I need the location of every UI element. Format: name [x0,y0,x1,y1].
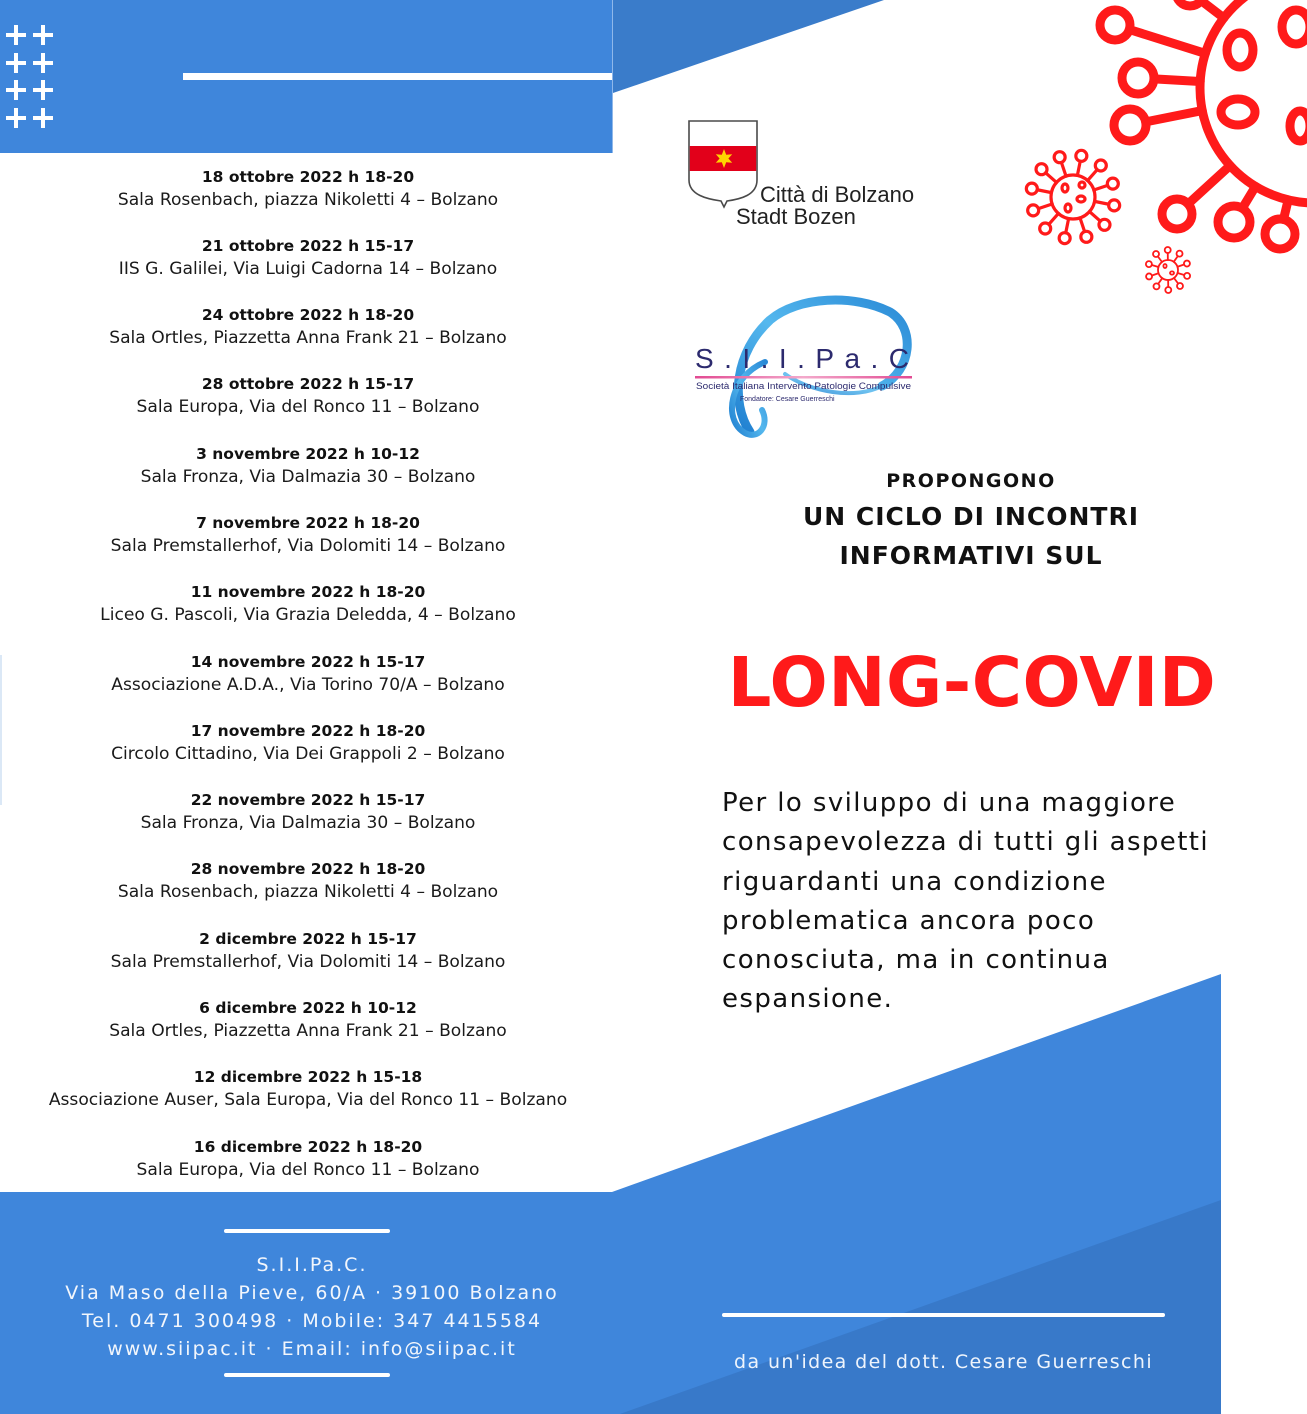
schedule-entry [0,443,616,512]
virus-dot [1221,99,1255,125]
event-date: 14 novembre 2022 h 15-17 [190,652,426,671]
event-place: Sala Ortles, Piazzetta Anna Frank 21 – Bolzano [109,328,507,349]
virus-dot [1290,111,1307,141]
headline-informative: INFORMATIVI SUL [839,541,1103,570]
schedule-entry [0,928,616,997]
virus-spike-knob [1153,251,1159,257]
virus-dot [1170,271,1174,274]
plus-icon [6,80,26,100]
schedule-entry [0,512,616,581]
schedule-entry [0,235,616,304]
description-line: riguardanti una condizione [722,866,1107,897]
schedule-entry [0,1136,616,1205]
virus-spike-knob [1028,205,1039,216]
schedule-entry [0,858,616,927]
event-date: 28 ottobre 2022 h 15-17 [201,375,415,394]
virus-spike-knob [1184,261,1190,267]
event-place: IIS G. Galilei, Via Luigi Cadorna 14 – Bolzano [118,258,498,279]
virus-spike-knob [1059,233,1070,244]
virus-icon [1026,150,1119,243]
plus-icon [6,53,26,73]
event-place: Sala Premstallerhof, Via Dolomiti 14 – Bolzano [110,951,506,972]
siipac-full-name: Società Italiana Intervento Patologie Compulsive [696,381,911,392]
virus-icon [1100,0,1307,249]
headline-propose: PROPONGONO [886,470,1056,492]
top-right-triangle [613,0,884,93]
virus-spike-knob [1176,0,1204,6]
contact-web-email: www.siipac.it · Email: info@siipac.it [107,1338,517,1360]
contact-phones: Tel. 0471 300498 · Mobile: 347 4415584 [81,1310,543,1332]
virus-spike-knob [1165,287,1171,293]
schedule-entry [0,1066,616,1135]
virus-spike [1188,166,1230,204]
bolzano-crest-icon [686,118,762,210]
event-place: Associazione Auser, Sala Europa, Via del Ronco 11 – Bolzano [48,1090,568,1111]
virus-spike-knob [1040,223,1051,234]
event-date: 11 novembre 2022 h 18-20 [190,583,426,602]
page-title: LONG-COVID [727,643,1217,723]
contact-rule-bottom [224,1373,390,1377]
top-rule [183,73,612,80]
siipac-founder: Fondatore: Cesare Guerreschi [740,396,835,403]
event-schedule [0,166,616,1205]
contact-address: Via Maso della Pieve, 60/A · 39100 Bolzano [65,1282,559,1304]
virus-spike [1046,173,1057,183]
virus-spike [1152,273,1159,275]
city-name-german: Stadt Bozen [736,204,856,229]
event-date: 3 novembre 2022 h 10-12 [196,444,420,463]
virus-spike-knob [1218,206,1250,238]
event-place: Liceo G. Pascoli, Via Grazia Deledda, 4 – Bolzano [100,605,516,626]
event-place: Sala Fronza, Via Dalmazia 30 – Bolzano [140,813,476,834]
event-date: 7 novembre 2022 h 18-20 [196,513,420,532]
virus-spike-knob [1153,283,1159,289]
virus-dot [1077,196,1085,202]
virus-spike [1129,30,1205,54]
event-place: Associazione A.D.A., Via Torino 70/A – Bolzano [111,674,505,695]
virus-spike [1174,278,1178,284]
virus-dot [1163,264,1166,268]
virus-spike-knob [1146,261,1152,267]
plus-icon [6,108,26,128]
schedule-entry [0,581,616,650]
virus-spike-knob [1026,183,1037,194]
event-date: 18 ottobre 2022 h 18-20 [201,167,415,186]
siipac-logo [690,292,922,440]
description-line: conosciuta, ma in continua [722,945,1110,976]
schedule-entry [0,789,616,858]
event-place: Sala Fronza, Via Dalmazia 30 – Bolzano [140,466,476,487]
plus-icon [6,25,26,45]
event-date: 6 dicembre 2022 h 10-12 [199,999,417,1018]
schedule-entry [0,997,616,1066]
virus-spike [1095,201,1109,204]
event-date: 16 dicembre 2022 h 18-20 [193,1137,423,1156]
event-date: 22 novembre 2022 h 15-17 [190,791,426,810]
contact-block [0,1251,624,1363]
virus-dot [1065,204,1071,212]
virus-dot [1079,182,1085,188]
virus-spike-knob [1265,219,1295,249]
virus-spike [1066,219,1069,233]
event-place: Circolo Cittadino, Via Dei Grappoli 2 – Bolzano [111,743,505,764]
virus-body [1158,260,1178,280]
plus-icon [33,108,53,128]
contact-rule-top [224,1229,390,1233]
virus-dot [1062,184,1068,192]
virus-dot [1227,33,1253,67]
event-date: 28 novembre 2022 h 18-20 [190,860,426,879]
virus-spike-knob [1076,150,1087,161]
virus-decorations [1026,0,1307,293]
event-date: 2 dicembre 2022 h 15-17 [199,929,417,948]
virus-spike-knob [1114,109,1146,141]
schedule-entry [0,720,616,789]
virus-dot [1282,10,1307,44]
plus-icon [33,25,53,45]
event-place: Sala Rosenbach, piazza Nikoletti 4 – Bolzano [117,189,499,210]
event-date: 12 dicembre 2022 h 15-18 [193,1068,423,1087]
virus-spike [1154,79,1200,82]
description-line: consapevolezza di tutti gli aspetti [722,827,1210,858]
plus-icon [33,53,53,73]
virus-spike [1177,265,1184,267]
virus-spike [1049,213,1059,224]
headline-cycle: UN CICLO DI INCONTRI [802,502,1140,531]
virus-spike [1089,212,1100,222]
virus-spike-knob [1146,273,1152,279]
credit-line: da un'idea del dott. Cesare Guerreschi [734,1351,1153,1373]
virus-spike [1038,204,1052,209]
virus-spike-knob [1162,199,1192,229]
event-place: Sala Europa, Via del Ronco 11 – Bolzano [136,1159,480,1180]
description-line: Per lo sviluppo di una maggiore [722,788,1177,818]
virus-spike-knob [1081,231,1092,242]
virus-icon [1146,247,1190,293]
virus-spike [1061,162,1066,176]
virus-spike-knob [1095,160,1106,171]
event-date: 21 ottobre 2022 h 15-17 [201,236,415,255]
event-date: 17 novembre 2022 h 18-20 [190,721,426,740]
city-name-italian: Città di Bolzano [760,182,915,207]
virus-spike-knob [1109,200,1120,211]
virus-spike-knob [1184,273,1190,279]
virus-spike [1094,185,1108,190]
description-line: espansione. [722,984,894,1015]
virus-spike [1077,161,1080,175]
virus-spike-knob [1054,152,1065,163]
credit-rule [722,1313,1165,1317]
event-place: Sala Rosenbach, piazza Nikoletti 4 – Bolzano [117,882,499,903]
virus-spike [1158,278,1162,284]
schedule-entry [0,166,616,235]
virus-spike [1174,256,1178,262]
schedule-entry [0,373,616,442]
virus-spike-knob [1107,178,1118,189]
plus-icon [33,80,53,100]
virus-spike-knob [1122,62,1154,94]
virus-spike [1158,256,1162,262]
description [722,784,1282,1020]
siipac-underline [695,376,912,379]
siipac-name: S.I.I.Pa.C [695,343,909,374]
contact-org: S.I.I.Pa.C. [256,1254,368,1276]
description-line: problematica ancora poco [722,905,1096,936]
schedule-entry [0,651,616,720]
virus-spike [1080,218,1085,232]
virus-spike [1037,190,1051,193]
event-place: Sala Europa, Via del Ronco 11 – Bolzano [136,397,480,418]
event-place: Sala Premstallerhof, Via Dolomiti 14 – Bolzano [110,535,506,556]
event-date: 24 ottobre 2022 h 18-20 [201,306,415,325]
virus-spike-knob [1177,251,1183,257]
virus-spike-knob [1100,10,1130,40]
virus-spike-knob [1177,283,1183,289]
virus-spike-knob [1165,247,1171,253]
virus-spike [1178,273,1185,275]
virus-spike [1088,170,1098,181]
schedule-entry [0,304,616,373]
virus-spike [1152,265,1159,267]
event-place: Sala Ortles, Piazzetta Anna Frank 21 – Bolzano [109,1021,507,1042]
virus-spike [1146,111,1203,122]
virus-spike-knob [1036,164,1047,175]
virus-spike-knob [1099,219,1110,230]
